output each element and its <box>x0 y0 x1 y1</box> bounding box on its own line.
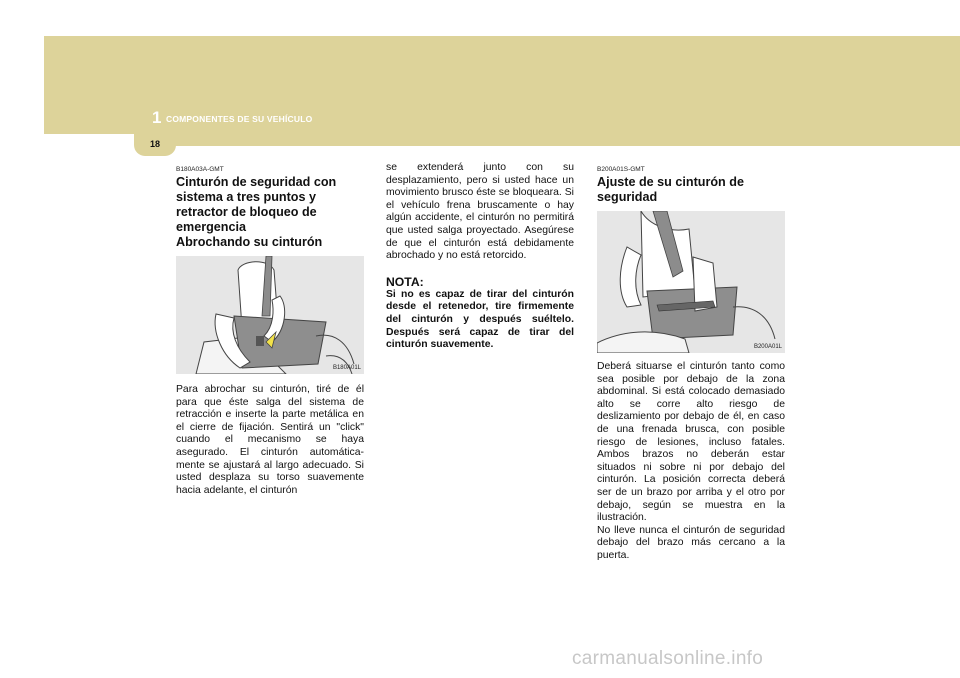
page-tab <box>134 134 176 156</box>
header-band <box>44 36 960 146</box>
note-text: Si no es capaz de tirar del cinturón desde el retenedor, tire firmemente del cinturón y después suéltelo. Después será capaz de tirar del cinturón suavemente. <box>386 288 574 351</box>
section-body-1: Deberá situarse el cinturón tanto como sea posible por debajo de la zona abdominal. Si está colocado demasiado alto se corre alto riesgo de deslizamiento por debajo de él, en caso de una frenada brusca, con posible riesgo de lesiones, incluso fatales. Ambos brazos no deberán estar situados ni sobre ni por debajo del cinturón. La posición correcta deberá ser de un brazo por arriba y el otro por debajo, según se muestra en la ilustración. <box>597 361 785 524</box>
section-code: B180A03A-GMT <box>176 166 224 173</box>
section-code: B200A01S-GMT <box>597 166 645 173</box>
column-1 <box>176 166 364 497</box>
section-body-2: No lleve nunca el cinturón de seguridad debajo del brazo más cercano a la puerta. <box>597 524 785 561</box>
note-title: NOTA: <box>386 274 424 289</box>
section-title: Cinturón de seguridad con sistema a tres puntos y retractor de bloqueo de emergencia <box>176 175 337 234</box>
column-3 <box>597 166 785 563</box>
adjusting-illustration-drawing <box>597 211 785 353</box>
chapter-number: 1 <box>152 108 162 127</box>
buckling-seatbelt-illustration <box>176 256 364 374</box>
column-2 <box>386 162 574 352</box>
section-subtitle: Abrochando su cinturón <box>176 235 323 249</box>
watermark: carmanualsonline.info <box>572 648 764 669</box>
page-number: 18 <box>149 139 160 149</box>
continued-body: se extenderá junto con su desplazamiento, pero si usted hace un movimiento brusco éste se bloqueara. Si el vehículo frena bruscamente o hay algún accidente, el cinturón no permitirá que usted salga proyectado. Asegúrese de que el cinturón está debidamente abrochado y no está retorcido. <box>386 162 574 262</box>
chapter-title: COMPONENTES DE SU VEHÍCULO <box>166 114 313 124</box>
figure-label: B200A01L <box>753 344 782 350</box>
adjusting-seatbelt-illustration <box>597 211 785 353</box>
section-body: Para abrochar su cinturón, tiré de él para que éste salga del sistema de retracción e inserte la parte metálica en el cierre de fijación. Sentirá un "click" cuando el mecanismo se haya asegurado. El cinturón automática- mente se ajustará al largo adecuado. Si usted desplaza su torso suavemente hacia adelante, el cinturón <box>176 384 364 496</box>
buckling-illustration-drawing <box>176 256 364 374</box>
figure-label: B180A01L <box>332 365 361 371</box>
section-title: Ajuste de su cinturón de seguridad <box>597 175 744 204</box>
